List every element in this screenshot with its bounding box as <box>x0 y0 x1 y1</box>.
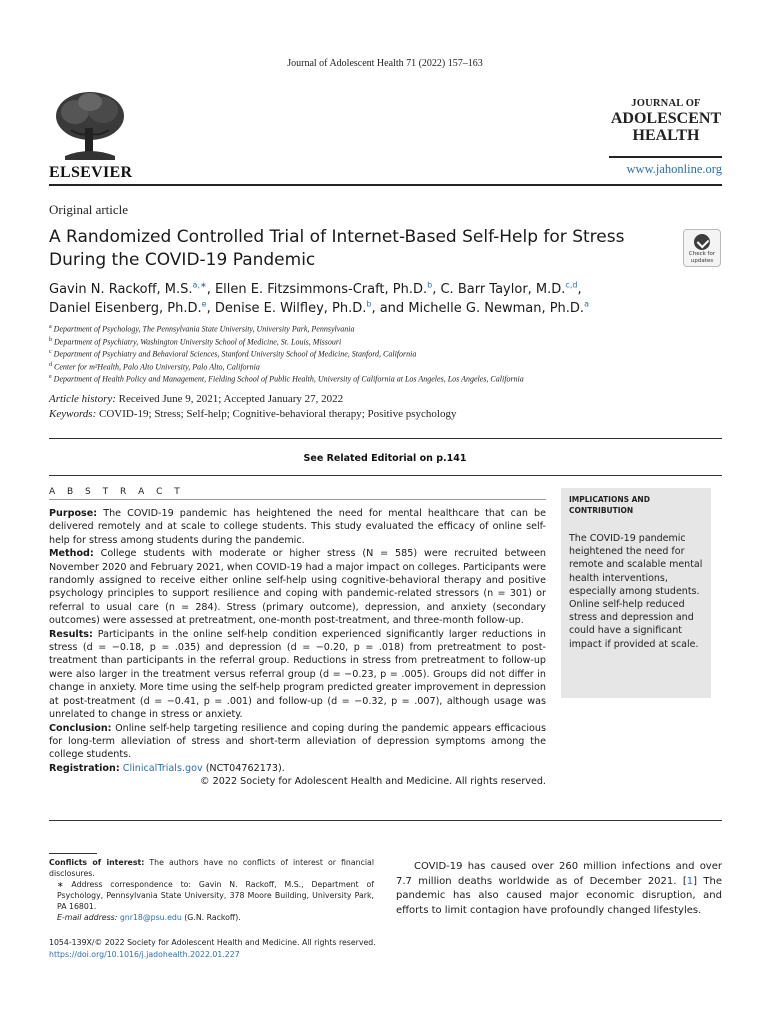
affiliation-list <box>49 321 729 384</box>
author-name: Denise E. Wilfley, Ph.D. <box>214 301 367 316</box>
abstract-heading: A B S T R A C T <box>49 487 185 497</box>
check-updates-icon <box>694 234 710 250</box>
author-separator: , <box>206 282 215 297</box>
implications-title: IMPLICATIONS AND CONTRIBUTION <box>569 495 650 515</box>
section-divider <box>49 438 722 439</box>
keywords-label: Keywords: <box>49 408 97 420</box>
elsevier-logo <box>49 90 131 182</box>
implications-box <box>561 488 711 698</box>
doi-link[interactable]: https://doi.org/10.1016/j.jadohealth.2022.01.227 <box>49 950 240 959</box>
article-type: Original article <box>49 202 129 217</box>
author-affiliation-link[interactable]: b <box>427 280 433 290</box>
journal-citation-line: Journal of Adolescent Health 71 (2022) 157–163 <box>287 58 483 69</box>
affiliation-item: $^e$ Department of Health Policy and Management, Fielding School of Public Health, University of California at Los Angeles, Los Angeles, California <box>49 374 524 384</box>
author-name: Ellen E. Fitzsimmons-Craft, Ph.D. <box>214 282 428 297</box>
section-divider <box>49 820 722 821</box>
history-label: Article history: <box>49 393 116 405</box>
article-history <box>49 392 456 422</box>
affiliation-item: $^c$ Department of Psychiatry and Behavioral Sciences, Stanford University School of Medicine, Stanford, California <box>49 349 417 359</box>
issn-block <box>49 937 376 961</box>
footnotes <box>49 853 374 923</box>
affiliation-item: $^a$ Department of Psychology, The Pennsylvania State University, University Park, Pennsylvania <box>49 324 355 334</box>
journal-logo <box>610 98 722 145</box>
check-updates-label-2: updates <box>690 258 714 264</box>
author-name: Gavin N. Rackoff, M.S. <box>49 282 193 297</box>
journal-title-line-2: ADOLESCENT <box>610 109 722 127</box>
journal-title-line-3: HEALTH <box>632 127 700 145</box>
author-separator: , <box>206 301 215 316</box>
abstract-purpose: Purpose: The COVID-19 pandemic has heightened the need for mental healthcare that can be delivered remotely and at scale to college students. This study evaluated the efficacy of online self-help for stress among students during the pandemic. <box>49 508 546 546</box>
journal-title-line-1: JOURNAL OF <box>631 98 701 109</box>
author-list <box>49 280 689 318</box>
affiliation-item: $^d$ Center for m²Health, Palo Alto University, Palo Alto, California <box>49 361 260 372</box>
introduction-paragraph: COVID-19 has caused over 260 million infections and over 7.7 million deaths worldwide as of December 2021. [1] The pandemic has also caused major economic disruption, and efforts to limit contagion have profoundly changed lifestyles. <box>396 861 722 916</box>
section-divider <box>49 475 722 476</box>
footnote-rule <box>49 853 97 854</box>
abstract-body <box>49 507 546 789</box>
abstract-registration: Registration: ClinicalTrials.gov (NCT04762173). <box>49 762 285 774</box>
author-name: Daniel Eisenberg, Ph.D. <box>49 301 202 316</box>
abstract-copyright: © 2022 Society for Adolescent Health and Medicine. All rights reserved. <box>200 776 546 788</box>
journal-logo-rule <box>609 156 722 158</box>
masthead <box>49 80 722 186</box>
keywords: COVID-19; Stress; Self-help; Cognitive-behavioral therapy; Positive psychology <box>99 408 457 420</box>
clinicaltrials-link[interactable]: ClinicalTrials.gov <box>122 762 203 774</box>
author-separator: , <box>577 282 582 297</box>
implications-body: The COVID-19 pandemic heightened the need for remote and scalable mental health interventions, especially among students. Online self-help reduced stress and depression and could have a significant impact if provided at scale. <box>569 533 703 650</box>
author-affiliation-link[interactable]: b <box>366 299 372 309</box>
elsevier-tree-icon <box>51 90 129 162</box>
affiliation-item: $^b$ Department of Psychiatry, Washington University School of Medicine, St. Louis, Missouri <box>49 336 342 347</box>
conflict-of-interest-note: Conflicts of interest: The authors have no conflicts of interest or financial disclosures. <box>49 858 374 878</box>
related-editorial-link[interactable]: See Related Editorial on p.141 <box>303 453 467 464</box>
abstract-results: Results: Participants in the online self-help condition experienced significantly larger reductions in stress (d = −0.18, p = .035) and depression (d = −0.20, p = .018) from pretreatment to post-treatment than participants in the referral group. Reductions in stress from pretreatment to follow-up were also larger in the treatment versus referral group (d = −0.23, p = .005). Groups did not differ in change in anxiety. More time using the self-help program predicted greater improvement in depression at post-treatment (d = −0.41, p = .001) and follow-up (d = −0.32, p = .007), although usage was unrelated to change in stress or anxiety. <box>49 628 546 721</box>
author-affiliation-link[interactable]: c,d <box>565 280 578 290</box>
abstract-method: Method: College students with moderate or higher stress (N = 585) were recruited between November 2020 and February 2021, when COVID-19 had a major impact on colleges. Participants were randomly assigned to receive either online self-help using cognitive-behavioral therapy and positive psychology principles to support resilience and coping with pandemic-related stressors (n = 301) or referral to usual care (n = 284). Stress (primary outcome), depression, and anxiety (secondary outcomes) were assessed at pretreatment, one-month post-treatment, and three-month follow-up. <box>49 548 546 627</box>
article-title: A Randomized Controlled Trial of Internet-Based Self-Help for Stress During the COVID-19 Pandemic <box>49 227 625 270</box>
author-name: Michelle G. Newman, Ph.D. <box>408 301 585 316</box>
author-affiliation-link[interactable]: e <box>201 299 207 309</box>
abstract-rule <box>49 499 546 500</box>
author-affiliation-link[interactable]: a,∗ <box>192 280 207 290</box>
check-updates-label-1: Check for <box>688 251 716 257</box>
email-note: E-mail address: gnr18@psu.edu (G.N. Rackoff). <box>57 913 241 922</box>
author-separator: , and <box>371 301 409 316</box>
author-name: C. Barr Taylor, M.D. <box>440 282 566 297</box>
masthead-divider <box>49 184 722 186</box>
abstract-conclusion: Conclusion: Online self-help targeting resilience and coping during the pandemic appears efficacious for long-term alleviation of stress and short-term alleviation of depression symptoms among the college students. <box>49 722 546 761</box>
email-link[interactable]: gnr18@psu.edu <box>119 913 182 922</box>
publisher-name: ELSEVIER <box>49 164 133 181</box>
author-separator: , <box>432 282 441 297</box>
author-affiliation-link[interactable]: a <box>584 299 589 309</box>
journal-url-link[interactable]: www.jahonline.org <box>626 162 722 176</box>
check-for-updates-button[interactable] <box>683 229 721 267</box>
issn-line: 1054-139X/© 2022 Society for Adolescent Health and Medicine. All rights reserved. <box>49 938 376 947</box>
history-dates: Received June 9, 2021; Accepted January 27, 2022 <box>118 393 344 405</box>
correspondence-note: ∗ Address correspondence to: Gavin N. Rackoff, M.S., Department of Psychology, Pennsylvania State University, 378 Moore Building, University Park, PA 16801. <box>57 880 374 911</box>
reference-link[interactable]: 1 <box>686 875 694 887</box>
